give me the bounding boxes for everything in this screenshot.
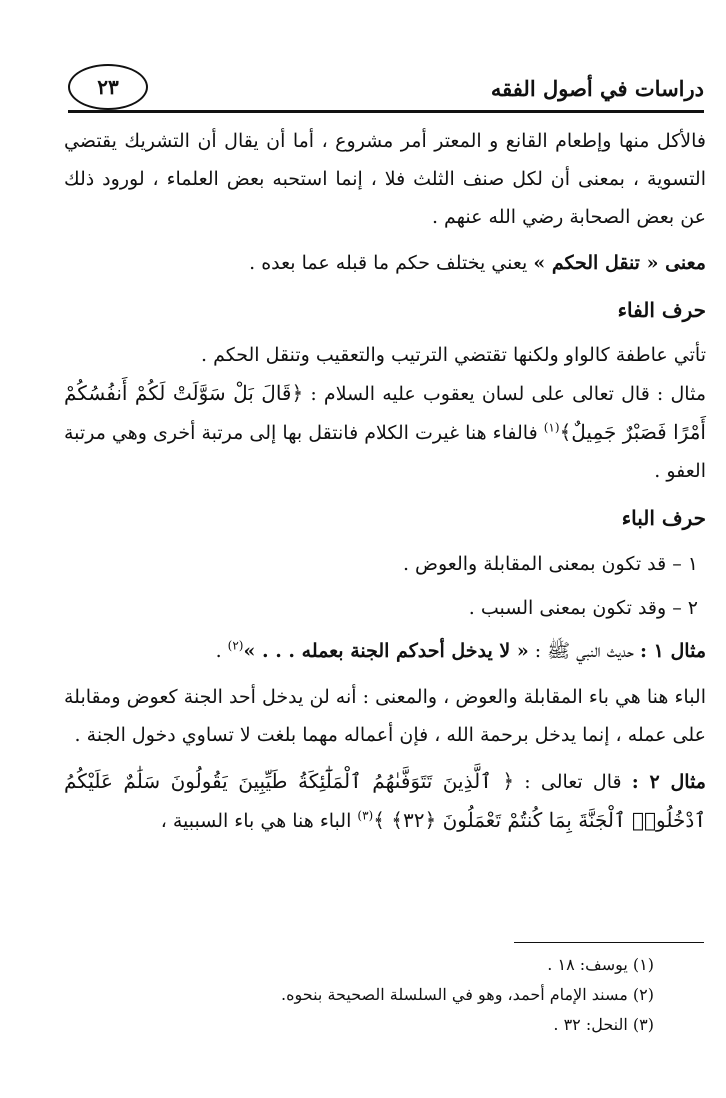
example-2-intro: قال تعالى : xyxy=(514,771,632,793)
example-fa xyxy=(64,374,706,490)
paragraph-1: فالأكل منها وإطعام القانع و المعتر أمر مشروع ، أما أن يقال أن التشريك يقتضي التسوية ، بمعنى أن لكل صنف الثلث فلا ، إنما استحبه بعض العلماء ، لورود ذلك عن بعض الصحابة رضي الله عنهم . xyxy=(64,130,706,228)
page-header xyxy=(68,64,704,116)
heading-harf-al-fa: حرف الفاء xyxy=(617,298,706,322)
example-2-label: مثال ٢ : xyxy=(631,771,706,793)
example-fa-explanation: فالفاء هنا غيرت الكلام فانتقل بها إلى مرتبة أخرى وهي مرتبة العفو . xyxy=(64,422,706,482)
footnote-1: (١) يوسف: ١٨ . xyxy=(547,955,654,974)
term-bold: معنى « تنقل الحكم » xyxy=(533,252,706,274)
example-2-explanation: الباء هنا هي باء السببية ، xyxy=(160,810,358,832)
main-text xyxy=(64,122,706,840)
example-1-label: مثال ١ : xyxy=(640,640,706,662)
footnote-ref-3: (٣) xyxy=(357,808,374,823)
footnote-3: (٣) النحل: ٣٢ . xyxy=(553,1015,654,1034)
list-item-1: ١ – قد تكون بمعنى المقابلة والعوض . xyxy=(402,553,698,575)
term-definition: يعني يختلف حكم ما قبله عما بعده . xyxy=(249,252,534,274)
page-number-oval: ٢٣ xyxy=(68,64,148,110)
example-1-intro: حديث النبي ﷺ : xyxy=(528,640,641,662)
hadith-text: « لا يدخل أحدكم الجنة بعمله . . . » xyxy=(243,640,529,662)
footnote-2: (٢) مسند الإمام أحمد، وهو في السلسلة الصحيحة بنحوه. xyxy=(281,985,654,1004)
footnotes xyxy=(34,950,654,1040)
paragraph-2 xyxy=(64,244,706,282)
header-rule xyxy=(68,110,704,113)
running-title: دراسات في أصول الفقه xyxy=(490,76,704,101)
example-1-end: . xyxy=(215,640,228,662)
heading-harf-al-ba: حرف الباء xyxy=(621,506,706,530)
example-fa-intro: مثال : قال تعالى على لسان يعقوب عليه السلام : xyxy=(303,383,706,405)
list-item-2: ٢ – وقد تكون بمعنى السبب . xyxy=(468,597,698,619)
quran-verse-nahl: ﴿ ٱلَّذِينَ تَتَوَفَّىٰهُمُ ٱلْمَلَٰٓئِكَةُ طَيِّبِينَ يَقُولُونَ سَلَٰمٌ عَلَيْكُمُ ٱدْخُلُوا۟ ٱلْجَنَّةَ بِمَا كُنتُمْ تَعْمَلُونَ ﴿٣٢﴾ ﴾ xyxy=(64,769,706,832)
footnote-separator xyxy=(514,942,704,943)
quran-verse-yusuf: ﴿قَالَ بَلْ سَوَّلَتْ لَكُمْ أَنفُسُكُمْ أَمْرًا فَصَبْرٌ جَمِيلٌ﴾ xyxy=(64,381,706,444)
footnote-ref-2: (٢) xyxy=(227,638,244,653)
paragraph-5: الباء هنا هي باء المقابلة والعوض ، والمعنى : أنه لن يدخل أحد الجنة كعوض ومقابلة على عمله ، إنما يدخل برحمة الله ، فإن أعماله مهما بلغت لا تساوي دخول الجنة . xyxy=(64,686,706,746)
example-2 xyxy=(64,762,706,840)
paragraph-3: تأتي عاطفة كالواو ولكنها تقتضي الترتيب والتعقيب وتنقل الحكم . xyxy=(201,344,706,366)
footnote-ref-1: (١) xyxy=(543,420,560,435)
example-1 xyxy=(64,632,706,670)
